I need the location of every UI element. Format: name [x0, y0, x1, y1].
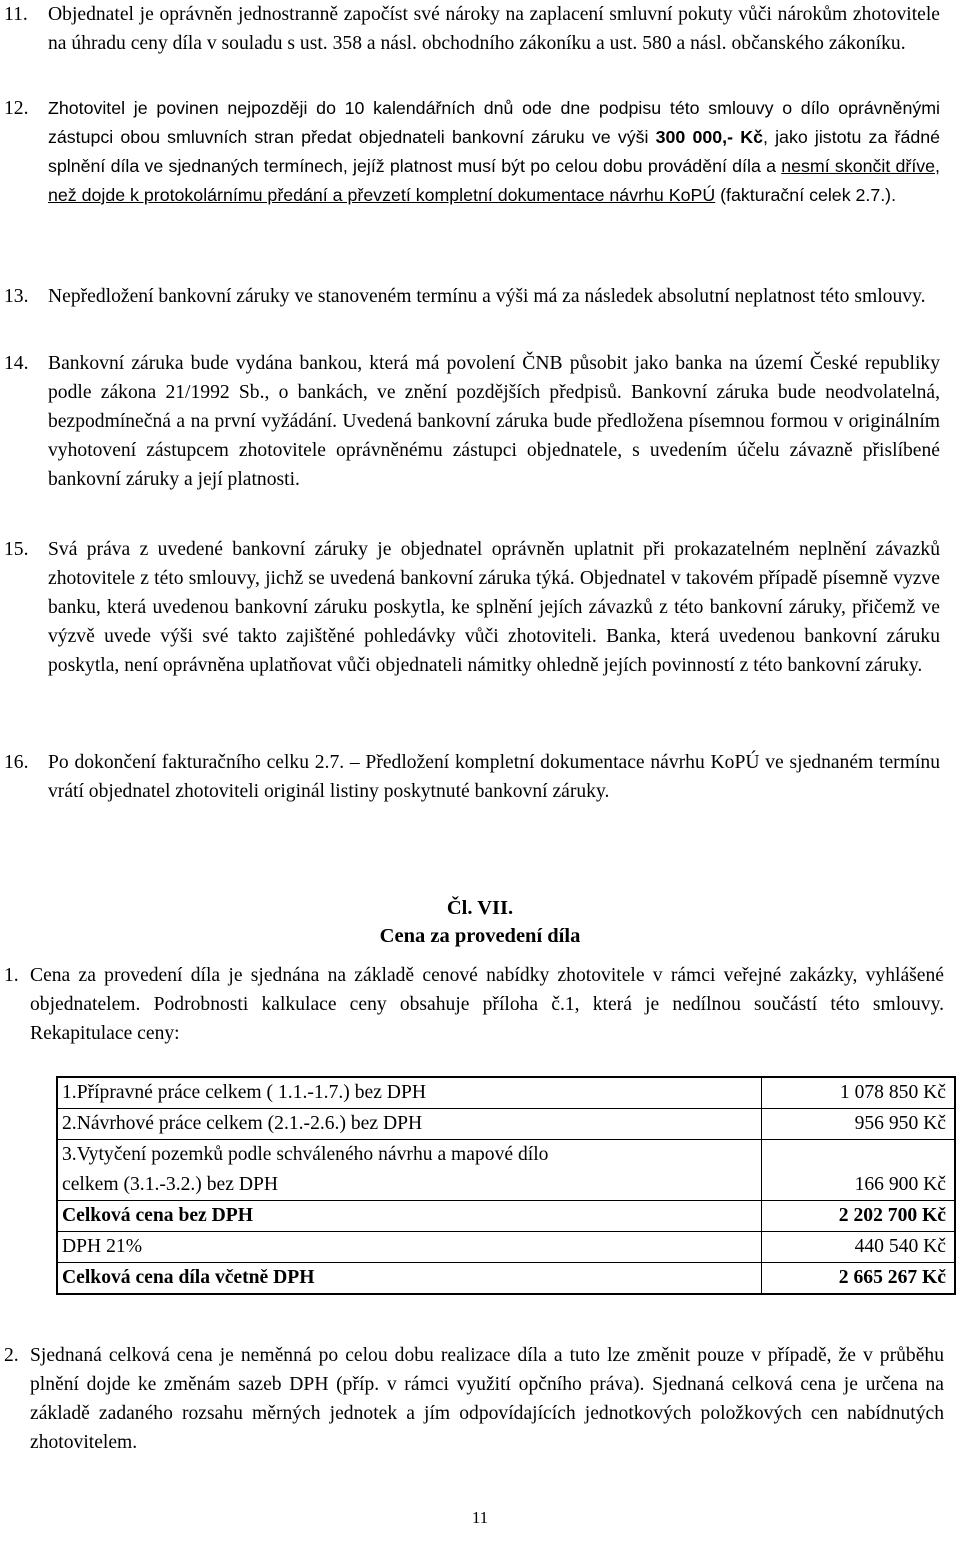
clause-11 [0, 0, 940, 58]
paragraph-text: Sjednaná celková cena je neměnná po celou dobu realizace díla a tuto lze změnit pouze v případě, že v průběhu plnění dojde ke změnám sazeb DPH (příp. v rámci využití opčního práva). Sjednaná celková cena je určena na základě zadaného rozsahu měrných jednotek a jím odpovídajících jednotkových položkových cen nabídnutých zhotovitelem. [30, 1345, 944, 1453]
row-value: 440 540 Kč [762, 1232, 956, 1263]
clause-text [48, 94, 940, 210]
clause-number: 11. [4, 4, 28, 25]
table-row [57, 1232, 955, 1263]
row-value: 1 078 850 Kč [762, 1077, 956, 1109]
clause-text: Svá práva z uvedené bankovní záruky je objednatel oprávněn uplatnit při prokazatelném neplnění závazků zhotovitele z této smlouvy, jichž se uvedená bankovní záruka týká. Objednatel v takovém případě písemně vyzve banku, která uvedenou bankovní záruku poskytla, ke splnění jejích závazků z této bankovní záruky, přičemž ve výzvě uvede výši své takto zajištěné pohledávky vůči zhotoviteli. Banka, která uvedenou bankovní záruku poskytla, není oprávněna uplatňovat vůči objednateli námitky ohledně jejích povinností z této bankovní záruky. [48, 539, 940, 676]
clause-number: 13. [4, 286, 29, 307]
clause-13 [0, 282, 940, 311]
row-label: Celková cena bez DPH [57, 1201, 762, 1232]
paragraph-number: 1. [4, 965, 19, 986]
row-label: 1.Přípravné práce celkem ( 1.1.-1.7.) bez DPH [57, 1077, 762, 1109]
section-title: Cena za provedení díla [379, 925, 581, 947]
clause-text: Bankovní záruka bude vydána bankou, která má povolení ČNB působit jako banka na území České republiky podle zákona 21/1992 Sb., o bankách, ve znění pozdějších předpisů. Bankovní záruka bude neodvolatelná, bezpodmínečná a na první vyžádání. Uvedená bankovní záruka bude předložena písemnou formou v originálním vyhotovení zástupcem zhotovitele oprávněnému zástupci objednatele, s uvedením účelu závazně přislíbené bankovní záruky a její platnosti. [48, 353, 940, 490]
clause-14 [0, 349, 940, 494]
clause-number: 16. [4, 752, 29, 773]
clause-number: 12. [4, 98, 29, 119]
clause-text: Objednatel je oprávněn jednostranně započíst své nároky na zaplacení smluvní pokuty vůči nárokům zhotovitele na úhradu ceny díla v souladu s ust. 358 a násl. obchodního zákoníku a ust. 580 a násl. občanského zákoníku. [48, 4, 940, 54]
guarantee-amount: 300 000,- Kč [655, 127, 763, 147]
clause-text-part: Zhotovitel je povinen nejpozději do 10 kalendářních dnů ode dne podpisu této smlouvy o dílo oprávněnými zástupci obou smluvních stran předat objednateli bankovní záruku ve výši [48, 98, 940, 147]
row-label: 3.Vytyčení pozemků podle schváleného návrhu a mapové dílo celkem (3.1.-3.2.) bez DPH [57, 1140, 762, 1201]
clause-15 [0, 535, 940, 680]
clause-12 [0, 94, 940, 210]
row-value: 956 950 Kč [762, 1109, 956, 1140]
row-label: DPH 21% [57, 1232, 762, 1263]
table-row [57, 1201, 955, 1232]
row-value: 2 202 700 Kč [762, 1201, 956, 1232]
underlined-condition: nesmí skončit dříve, než dojde k protokolárnímu předání a převzetí kompletní dokumentace návrhu KoPÚ [48, 156, 940, 205]
clause-text-part: , jako jistotu za řádné splnění díla ve sjednaných termínech, jejíž platnost musí být po celou dobu provádění díla a [48, 127, 941, 176]
table-row [57, 1109, 955, 1140]
paragraph-2 [0, 1341, 944, 1457]
clause-text: Po dokončení fakturačního celku 2.7. – Předložení kompletní dokumentace návrhu KoPÚ ve sjednaném termínu vrátí objednatel zhotoviteli originál listiny poskytnuté bankovní záruky. [48, 752, 940, 802]
paragraph-1 [0, 961, 944, 1048]
page-number: 11 [471, 1508, 489, 1527]
clause-number: 14. [4, 353, 29, 374]
paragraph-number: 2. [4, 1345, 19, 1366]
price-recap-table [56, 1076, 956, 1295]
section-number: Čl. VII. [446, 897, 514, 919]
clause-text-part: (fakturační celek 2.7.). [715, 185, 897, 205]
row-value: 2 665 267 Kč [762, 1263, 956, 1295]
row-value: 166 900 Kč [762, 1140, 956, 1201]
table-row [57, 1077, 955, 1109]
paragraph-text: Cena za provedení díla je sjednána na základě cenové nabídky zhotovitele v rámci veřejné zakázky, vyhlášené objednatelem. Podrobnosti kalkulace ceny obsahuje příloha č.1, která je nedílnou součástí této smlouvy. Rekapitulace ceny: [30, 965, 944, 1044]
table-row [57, 1263, 955, 1295]
clause-16 [0, 748, 940, 806]
row-label: Celková cena díla včetně DPH [57, 1263, 762, 1295]
row-label: 2.Návrhové práce celkem (2.1.-2.6.) bez DPH [57, 1109, 762, 1140]
clause-number: 15. [4, 539, 29, 560]
clause-text: Nepředložení bankovní záruky ve stanoveném termínu a výši má za následek absolutní neplatnost této smlouvy. [48, 286, 926, 307]
table-row [57, 1140, 955, 1201]
